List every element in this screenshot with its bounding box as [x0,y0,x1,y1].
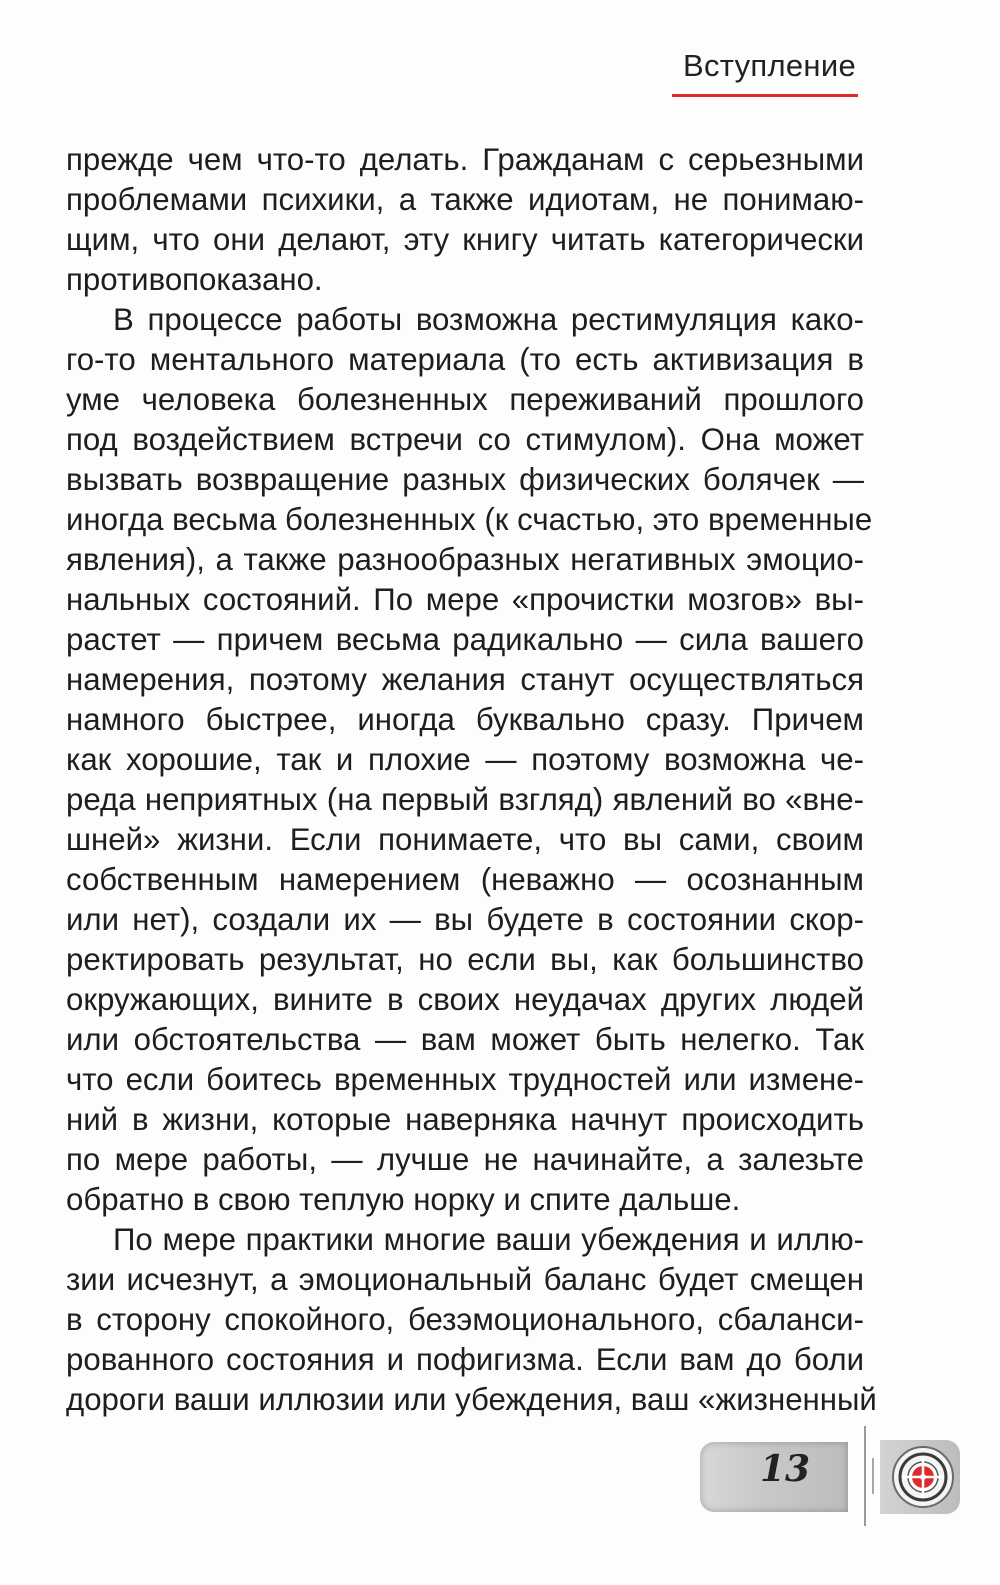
text-line: прежде чем что-то делать. Гражданам с серьезными [66,142,864,177]
text-line: проблемами психики, а также идиотам, не понимаю- [66,182,864,217]
text-line: рованного состояния и пофигизма. Если вам до боли [66,1342,864,1377]
paragraph [66,300,873,1220]
text-line: уме человека болезненных переживаний прошлого [66,382,864,417]
text-line: как хорошие, так и плохие — поэтому возможна че- [66,742,864,777]
text-line: что если боитесь временных трудностей или измене- [66,1062,864,1097]
text-line: противопоказано. [66,262,323,297]
text-line: По мере практики многие ваши убеждения и иллю- [113,1222,864,1257]
text-line: нальных состояний. По мере «прочистки мозгов» вы- [66,582,864,617]
text-line: намерения, поэтому желания станут осуществляться [66,662,864,697]
text-line: по мере работы, — лучше не начинайте, а залезьте [66,1142,864,1177]
text-line: дороги ваши иллюзии или убеждения, ваш «жизненный [66,1382,877,1417]
footer-divider [864,1426,866,1526]
page-number: 13 [759,1448,811,1490]
target-icon [888,1442,958,1512]
text-line: окружающих, вините в своих неудачах других людей [66,982,864,1017]
text-line: или обстоятельства — вам может быть нелегко. Так [66,1022,864,1057]
text-line: шней» жизни. Если понимаете, что вы сами, своим [66,822,864,857]
text-line: растет — причем весьма радикально — сила вашего [66,622,864,657]
chapter-title: Вступление [682,48,856,83]
text-line: намного быстрее, иногда буквально сразу. Причем [66,702,864,737]
text-line: под воздействием встречи со стимулом). Она может [66,422,864,457]
body-text [66,140,877,1420]
text-line: реда неприятных (на первый взгляд) явлений во «вне- [66,782,864,817]
text-line: ний в жизни, которые наверняка начнут происходить [66,1102,864,1137]
paragraph [66,1220,877,1420]
text-line: щим, что они делают, эту книгу читать категорически [66,222,864,257]
footer-divider-short [872,1458,874,1494]
text-line: собственным намерением (неважно — осознанным [66,862,864,897]
text-line: го-то ментального материала (то есть активизация в [66,342,864,377]
text-line: зии исчезнут, а эмоциональный баланс будет смещен [66,1262,864,1297]
text-line: обратно в свою теплую норку и спите дальше. [66,1182,741,1217]
running-header [672,48,860,97]
text-line: вызвать возвращение разных физических болячек — [66,462,864,497]
text-line: в сторону спокойного, безэмоционального, сбаланси- [66,1302,864,1337]
text-line: В процессе работы возможна рестимуляция како- [113,302,864,337]
page-footer [700,1432,1000,1552]
paragraph [66,140,864,300]
header-red-rule [672,94,858,97]
text-line: иногда весьма болезненных (к счастью, это временные [66,502,873,537]
text-line: явления), а также разнообразных негативных эмоцио- [66,542,864,577]
text-line: или нет), создали их — вы будете в состоянии скор- [66,902,864,937]
text-line: ректировать результат, но если вы, как большинство [66,942,864,977]
